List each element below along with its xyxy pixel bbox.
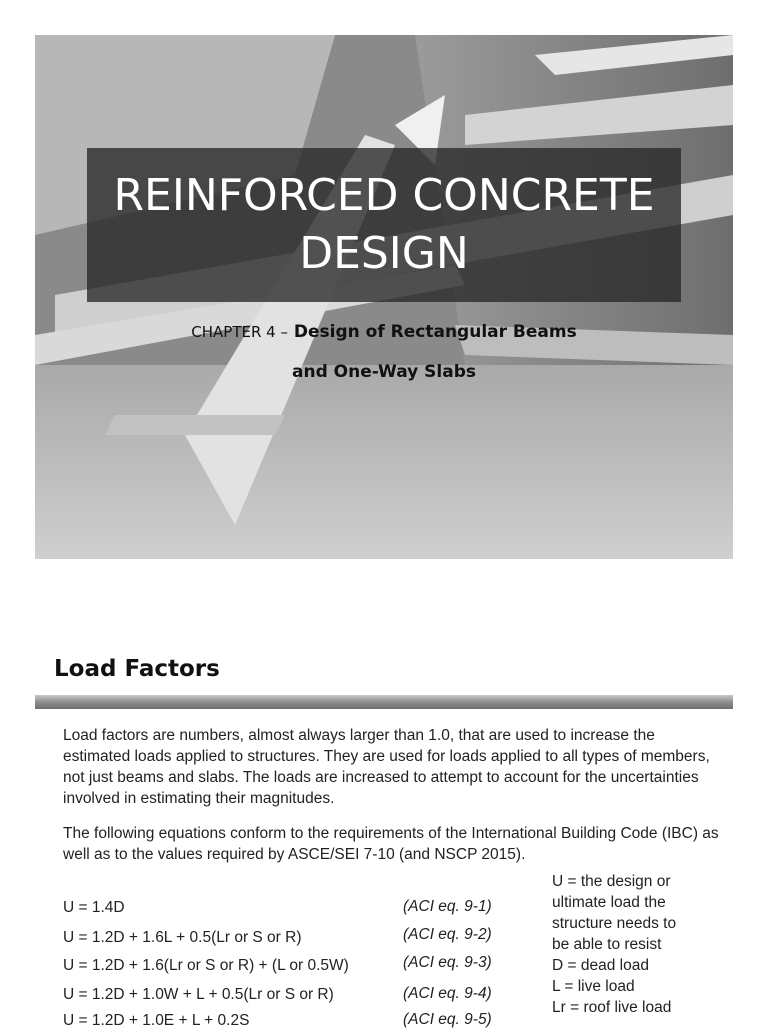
equation-3: U = 1.2D + 1.6(Lr or S or R) + (L or 0.5W) <box>63 957 349 974</box>
def-u-line4: be able to resist <box>552 936 662 953</box>
subtitle-line1: Design of Rectangular Beams <box>293 322 577 342</box>
cover-title-line2: DESIGN <box>299 228 469 279</box>
equation-4: U = 1.2D + 1.0W + L + 0.5(Lr or S or R) <box>63 986 334 1003</box>
equation-ref-5: (ACI eq. 9-5) <box>403 1011 492 1028</box>
intro-paragraph: Load factors are numbers, almost always larger than 1.0, that are used to increase the estimated loads applied to structures. They are used for loads applied to all types of members, not just beams and slabs. The loads are increased to attempt to account for the uncertainties involved in estimating their magnitudes. <box>63 727 710 807</box>
equation-ref-1: (ACI eq. 9-1) <box>403 898 492 915</box>
cover-subtitle <box>95 312 673 392</box>
equation-ref-2: (ACI eq. 9-2) <box>403 926 492 943</box>
equation-2: U = 1.2D + 1.6L + 0.5(Lr or S or R) <box>63 929 302 946</box>
def-u-line3: structure needs to <box>552 915 677 932</box>
def-roof-live-load: Lr = roof live load <box>552 999 672 1016</box>
equations-intro-paragraph: The following equations conform to the requirements of the International Building Code (IBC) as well as to the values required by ASCE/SEI 7-10 (and NSCP 2015). <box>63 825 719 863</box>
chapter-label: CHAPTER 4 – <box>191 323 288 341</box>
equation-ref-3: (ACI eq. 9-3) <box>403 954 492 971</box>
equation-ref-4: (ACI eq. 9-4) <box>403 985 492 1002</box>
cover-title-line1: REINFORCED CONCRETE <box>113 170 655 221</box>
subtitle-line2: and One-Way Slabs <box>292 362 476 382</box>
def-live-load: L = live load <box>552 978 635 995</box>
cover-slide <box>35 35 733 559</box>
title-divider-bar <box>35 695 733 709</box>
def-dead-load: D = dead load <box>552 957 649 974</box>
equation-5: U = 1.2D + 1.0E + L + 0.2S <box>63 1012 250 1029</box>
section-title: Load Factors <box>54 656 220 682</box>
def-u-line1: U = the design or <box>552 873 671 890</box>
equation-1: U = 1.4D <box>63 899 125 916</box>
def-u-line2: ultimate load the <box>552 894 666 911</box>
variable-definitions <box>552 871 732 1018</box>
cover-title <box>87 167 681 283</box>
